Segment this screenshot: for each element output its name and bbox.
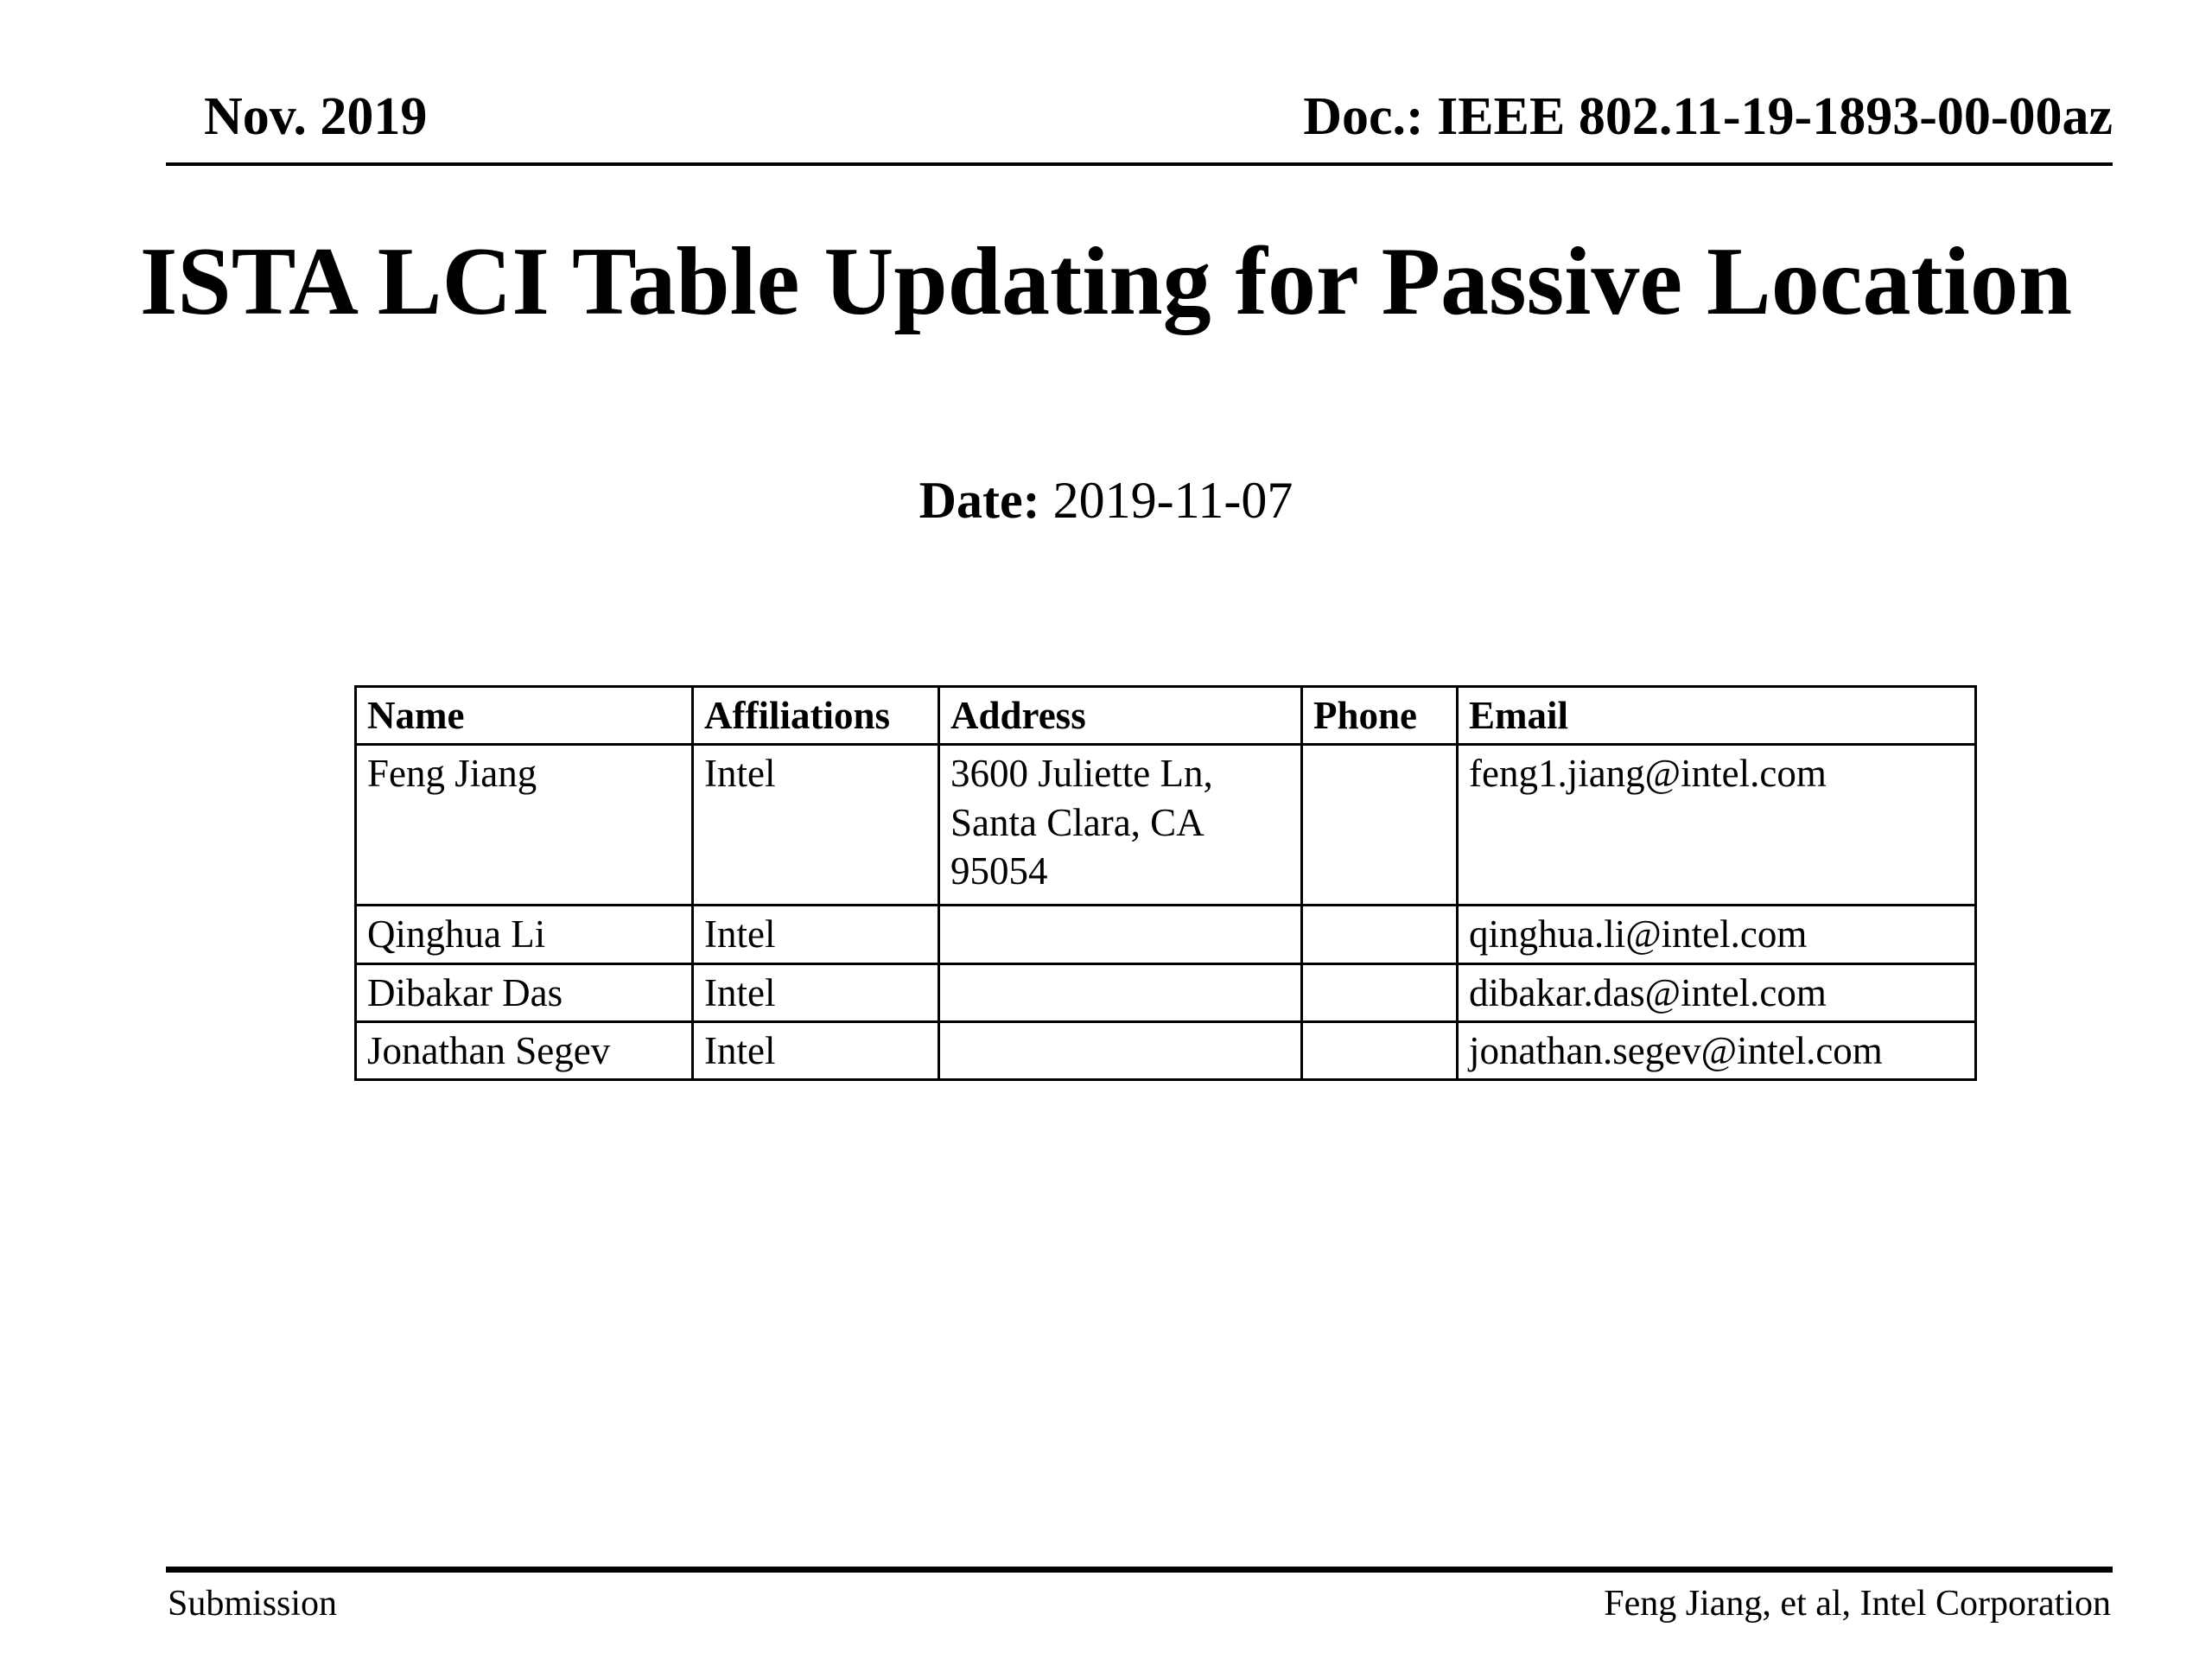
author-name: Jonathan Segev [356, 1021, 693, 1079]
author-address: 3600 Juliette Ln, Santa Clara, CA 95054 [939, 745, 1302, 906]
author-name: Dibakar Das [356, 963, 693, 1021]
header-doc-number: Doc.: IEEE 802.11-19-1893-00-00az [1303, 87, 2113, 146]
page-title: ISTA LCI Table Updating for Passive Location [139, 228, 2073, 335]
author-phone [1302, 1021, 1458, 1079]
author-address [939, 906, 1302, 963]
author-email: jonathan.segev@intel.com [1458, 1021, 1976, 1079]
author-email: qinghua.li@intel.com [1458, 906, 1976, 963]
author-affiliation: Intel [693, 963, 939, 1021]
table-header-row [356, 687, 1976, 745]
footer-divider-line [166, 1567, 2113, 1573]
author-email: feng1.jiang@intel.com [1458, 745, 1976, 906]
author-phone [1302, 745, 1458, 906]
author-address [939, 1021, 1302, 1079]
author-affiliation: Intel [693, 1021, 939, 1079]
table-row [356, 745, 1976, 906]
date-value: 2019-11-07 [1052, 472, 1294, 529]
header-divider-line [166, 162, 2113, 166]
column-header-name: Name [356, 687, 693, 745]
author-affiliation: Intel [693, 745, 939, 906]
date-line [0, 471, 2212, 531]
column-header-phone: Phone [1302, 687, 1458, 745]
author-address [939, 963, 1302, 1021]
header-date: Nov. 2019 [204, 87, 428, 146]
column-header-address: Address [939, 687, 1302, 745]
table-row [356, 1021, 1976, 1079]
author-affiliation: Intel [693, 906, 939, 963]
author-phone [1302, 906, 1458, 963]
author-email: dibakar.das@intel.com [1458, 963, 1976, 1021]
table-row [356, 906, 1976, 963]
date-label: Date: [918, 472, 1040, 529]
authors-table [354, 685, 1977, 1081]
author-phone [1302, 963, 1458, 1021]
column-header-email: Email [1458, 687, 1976, 745]
author-name: Feng Jiang [356, 745, 693, 906]
column-header-affiliations: Affiliations [693, 687, 939, 745]
author-name: Qinghua Li [356, 906, 693, 963]
footer-author-credit: Feng Jiang, et al, Intel Corporation [1604, 1584, 2111, 1624]
footer-submission-label: Submission [168, 1584, 338, 1624]
table-row [356, 963, 1976, 1021]
